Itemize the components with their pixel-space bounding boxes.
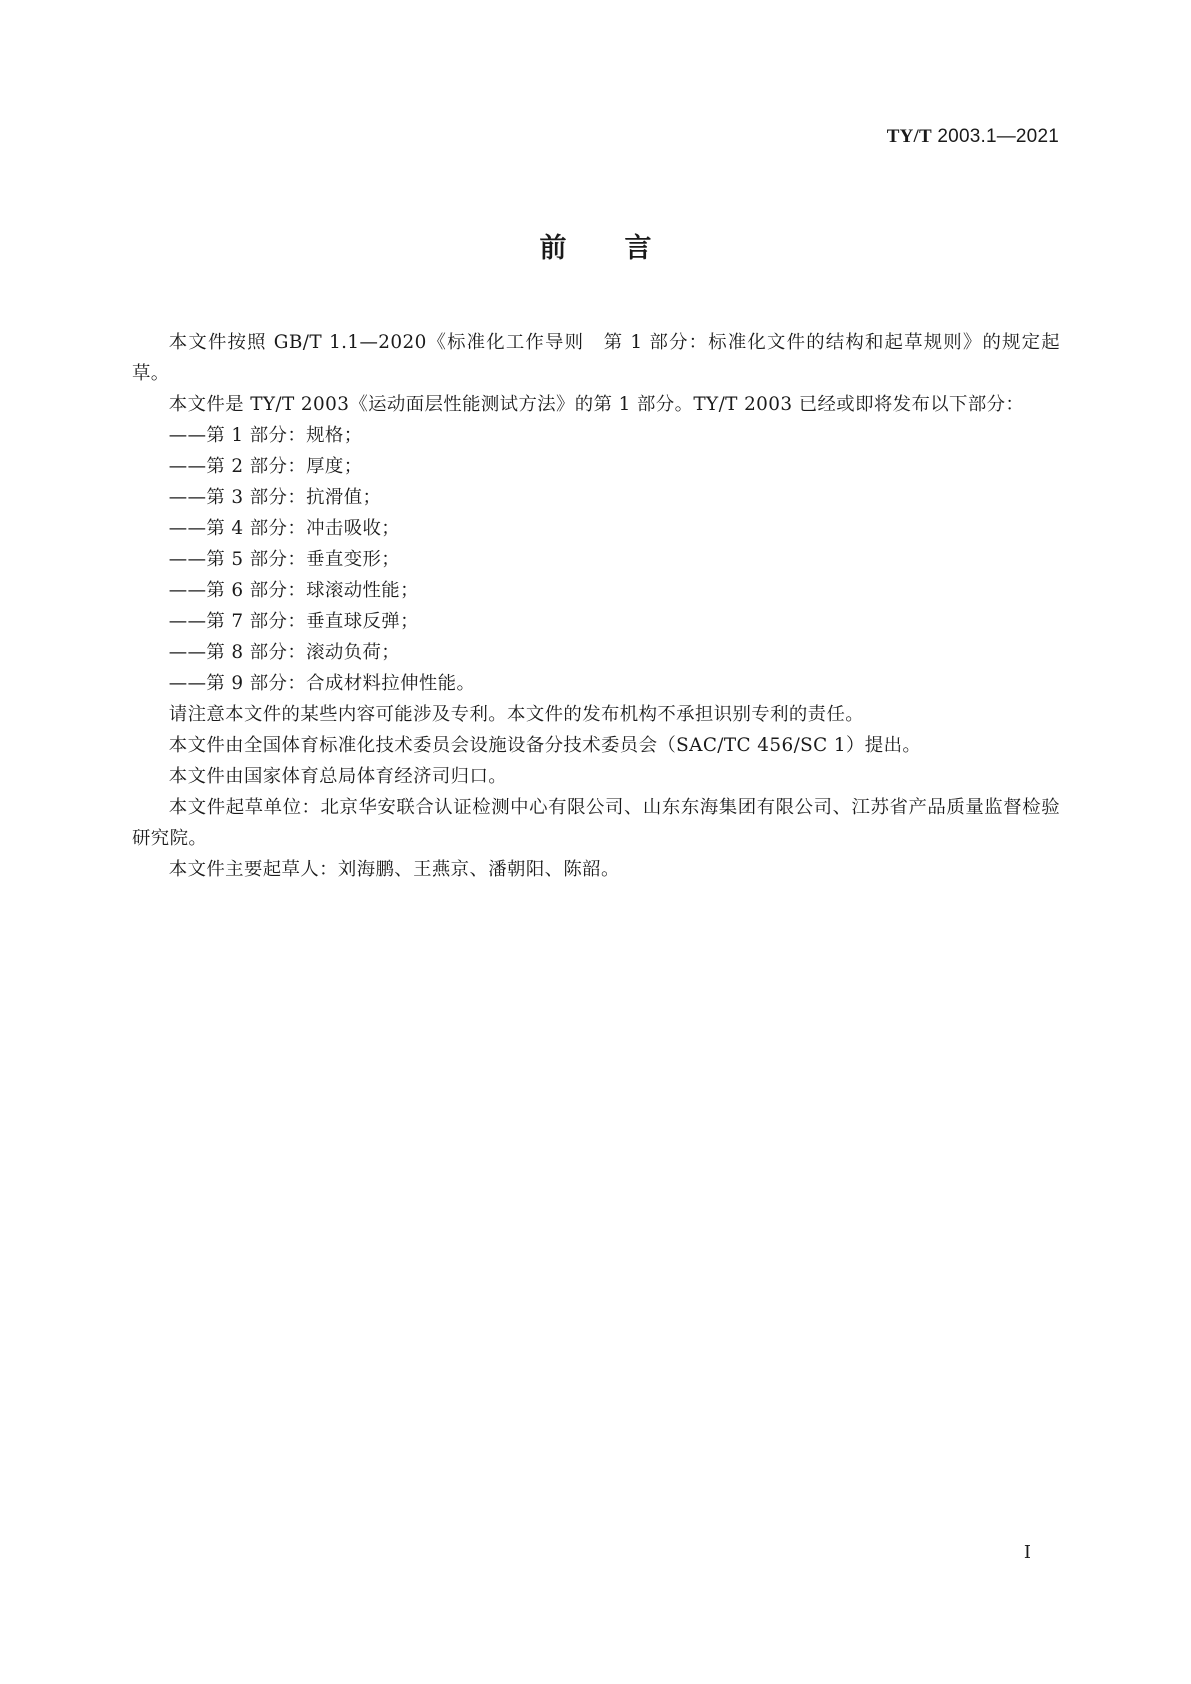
list-item-part-6: ——第 6 部分：球滚动性能； <box>168 580 419 601</box>
paragraph-drafting-basis: 本文件按照 GB/T 1.1—2020《标准化工作导则 第 1 部分：标准化文件的结构和起草规则》的规定起草。 <box>132 332 1060 384</box>
paragraph-administrator: 本文件由国家体育总局体育经济司归口。 <box>168 766 508 787</box>
page-number: I <box>1023 1542 1031 1563</box>
document-code-number: 2003.1—2021 <box>937 126 1059 147</box>
list-item-part-9: ——第 9 部分：合成材料拉伸性能。 <box>168 673 476 694</box>
paragraph-patent-notice: 请注意本文件的某些内容可能涉及专利。本文件的发布机构不承担识别专利的责任。 <box>168 704 865 725</box>
paragraph-series-intro: 本文件是 TY/T 2003《运动面层性能测试方法》的第 1 部分。TY/T 2003 已经或即将发布以下部分： <box>168 394 1025 415</box>
paragraph-proposer: 本文件由全国体育标准化技术委员会设施设备分技术委员会（SAC/TC 456/SC 1）提出。 <box>168 735 922 756</box>
page-title: 前言 <box>539 233 710 264</box>
list-item-part-5: ——第 5 部分：垂直变形； <box>168 549 401 570</box>
document-code <box>887 126 1059 148</box>
paragraph-drafting-units: 本文件起草单位：北京华安联合认证检测中心有限公司、山东东海集团有限公司、江苏省产品质量监督检验研究院。 <box>132 797 1060 849</box>
document-body <box>132 327 1060 885</box>
list-item-part-4: ——第 4 部分：冲击吸收； <box>168 518 401 539</box>
list-item-part-8: ——第 8 部分：滚动负荷； <box>168 642 401 663</box>
list-item-part-2: ——第 2 部分：厚度； <box>168 456 363 477</box>
document-code-prefix: TY/T <box>886 126 932 147</box>
list-item-part-7: ——第 7 部分：垂直球反弹； <box>168 611 419 632</box>
list-item-part-3: ——第 3 部分：抗滑值； <box>168 487 382 508</box>
paragraph-drafters: 本文件主要起草人：刘海鹏、王燕京、潘朝阳、陈韶。 <box>168 859 620 880</box>
list-item-part-1: ——第 1 部分：规格； <box>168 425 363 446</box>
